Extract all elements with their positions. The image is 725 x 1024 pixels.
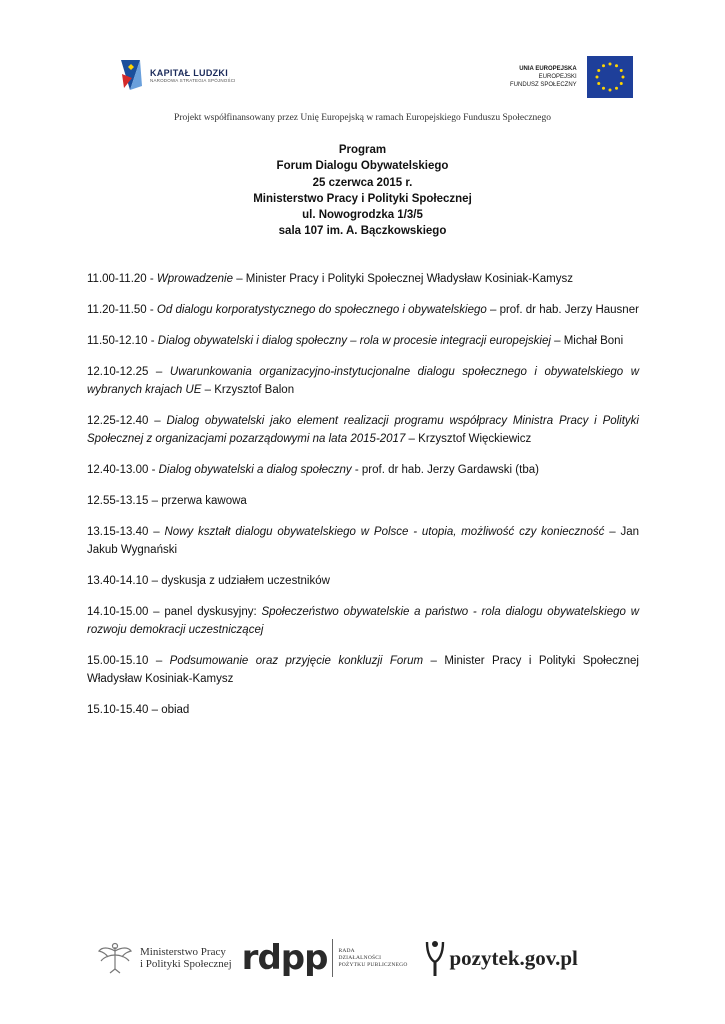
agenda-item — [87, 603, 639, 639]
agenda-item — [87, 270, 639, 288]
agenda-time: 15.10-15.40 — [87, 704, 149, 716]
agenda-time: 13.15-13.40 — [87, 526, 149, 538]
pozytek-logo — [424, 938, 578, 978]
kapital-ludzki-title: KAPITAŁ LUDZKI — [150, 67, 229, 78]
agenda-item — [87, 301, 639, 319]
agenda-time: 12.25-12.40 — [87, 415, 149, 427]
agenda-speaker: dyskusja z udziałem uczestników — [161, 575, 330, 587]
eu-star — [608, 89, 611, 92]
agenda-separator: - — [146, 273, 157, 285]
eu-star — [602, 64, 605, 67]
rdpp-sub3: POŻYTKU PUBLICZNEGO — [338, 961, 408, 968]
agenda-item — [87, 492, 639, 510]
ministry-logo — [96, 941, 232, 975]
ministry-line1: Ministerstwo Pracy — [140, 946, 226, 958]
eagle-icon — [96, 941, 134, 975]
agenda-separator: – — [148, 606, 165, 618]
agenda-separator: – — [148, 366, 170, 378]
cofinance-note: Projekt współfinansowany przez Unię Europejską w ramach Europejskiego Funduszu Społecznego — [174, 113, 551, 123]
footer-logos — [96, 936, 606, 980]
agenda-time: 11.00-11.20 — [87, 273, 147, 285]
program-header — [0, 142, 725, 240]
agenda-separator: - — [146, 304, 157, 316]
agenda-speaker: przerwa kawowa — [161, 495, 247, 507]
agenda-item — [87, 412, 639, 448]
eu-star — [615, 64, 618, 67]
kapital-ludzki-icon — [118, 58, 144, 92]
event-room: sala 107 im. A. Bączkowskiego — [278, 225, 447, 238]
rdpp-sub1: RADA — [338, 947, 355, 954]
eu-flag-icon — [587, 56, 633, 98]
agenda-item — [87, 363, 639, 399]
agenda-title: Dialog obywatelski jako element realizacji programu współpracy Ministra Pracy i Polityki Społecznej z organizacjami pozarządowymi na lata 2015-2017 — [87, 415, 639, 445]
agenda-speaker: – Krzysztof Więckiewicz — [405, 433, 532, 445]
agenda-speaker: – Michał Boni — [550, 335, 624, 347]
rdpp-sub2: DZIAŁALNOŚCI — [338, 954, 382, 961]
agenda-title: Od dialogu korporatystycznego do społecznego i obywatelskiego — [156, 304, 487, 316]
pozytek-url: pozytek.gov.pl — [449, 945, 578, 970]
agenda-time: 12.55-13.15 — [87, 495, 149, 507]
agenda-title: Dialog obywatelski i dialog społeczny – rola w procesie integracji europejskiej — [157, 335, 551, 347]
agenda-time: 14.10-15.00 — [87, 606, 149, 618]
rdpp-divider — [332, 939, 333, 977]
agenda-time: 12.40-13.00 — [87, 464, 149, 476]
agenda-separator: – — [148, 495, 162, 507]
agenda-time: 12.10-12.25 — [87, 366, 149, 378]
agenda-separator: – — [148, 415, 167, 427]
agenda-time: 11.20-11.50 — [87, 304, 147, 316]
eu-star — [597, 82, 600, 85]
agenda-title: Wprowadzenie — [156, 273, 233, 285]
agenda-speaker: – Jan Jakub Wygnański — [87, 526, 640, 556]
eu-star — [595, 76, 598, 79]
agenda-panel-title: Społeczeństwo obywatelskie a państwo - rola dialogu obywatelskiego w rozwoju demokracji uczestniczącej — [87, 606, 639, 636]
agenda-separator: – — [148, 526, 165, 538]
agenda-speaker: obiad — [161, 704, 190, 716]
agenda-title: Nowy kształt dialogu obywatelskiego w Polsce - utopia, możliwość czy konieczność — [164, 526, 605, 538]
agenda-time: 11.50-12.10 — [87, 335, 148, 347]
agenda-item — [87, 572, 639, 590]
agenda-speaker: – Krzysztof Balon — [201, 384, 295, 396]
eu-line2: EUROPEJSKI — [538, 74, 577, 80]
agenda-item — [87, 523, 639, 559]
eu-star — [621, 76, 624, 79]
event-address: ul. Nowogrodzka 1/3/5 — [302, 209, 423, 222]
eu-line3: FUNDUSZ SPOŁECZNY — [510, 82, 577, 88]
agenda-speaker: – Minister Pracy i Polityki Społecznej Władysław Kosiniak-Kamysz — [87, 655, 639, 685]
eu-star — [619, 69, 622, 72]
event-date: 25 czerwca 2015 r. — [312, 176, 413, 189]
agenda-speaker: – Minister Pracy i Polityki Społecznej Władysław Kosiniak-Kamysz — [233, 273, 573, 285]
rdpp-wordmark: rdpp — [241, 938, 328, 978]
ministry-line2: i Polityki Społecznej — [140, 958, 232, 970]
eu-star — [615, 87, 618, 90]
agenda-item — [87, 701, 639, 719]
agenda-item — [87, 652, 639, 688]
eu-line1: UNIA EUROPEJSKA — [519, 66, 577, 72]
event-host: Ministerstwo Pracy i Polityki Społecznej — [253, 192, 472, 205]
agenda-item — [87, 461, 639, 479]
agenda-speaker: panel dyskusyjny: — [164, 606, 262, 618]
program-label: Program — [338, 144, 387, 156]
agenda-title: Podsumowanie oraz przyjęcie konkluzji Forum — [169, 655, 424, 667]
agenda-title: Dialog obywatelski a dialog społeczny — [158, 464, 352, 476]
agenda-separator: - — [148, 464, 159, 476]
eu-star — [619, 82, 622, 85]
eu-logo — [510, 56, 633, 98]
kapital-ludzki-subtitle: NARODOWA STRATEGIA SPÓJNOŚCI — [150, 77, 236, 83]
agenda-speaker: – prof. dr hab. Jerzy Hausner — [486, 304, 639, 316]
agenda-separator: – — [148, 575, 162, 587]
agenda-separator: – — [148, 704, 162, 716]
agenda-separator: - — [147, 335, 158, 347]
agenda-time: 15.00-15.10 — [87, 655, 149, 667]
pozytek-figure-icon — [424, 938, 446, 978]
event-name: Forum Dialogu Obywatelskiego — [276, 160, 449, 173]
eu-star — [602, 87, 605, 90]
agenda-item — [87, 332, 639, 350]
agenda-separator: – — [148, 655, 170, 667]
rdpp-logo — [242, 939, 408, 977]
kapital-ludzki-logo — [118, 58, 236, 92]
agenda-time: 13.40-14.10 — [87, 575, 149, 587]
agenda-title: Uwarunkowania organizacyjno-instytucjonalne dialogu społecznego i obywatelskiego w wybranych krajach UE — [87, 366, 639, 396]
agenda-speaker: - prof. dr hab. Jerzy Gardawski (tba) — [351, 464, 539, 476]
agenda-list — [87, 270, 639, 732]
eu-star — [597, 69, 600, 72]
eu-star — [608, 63, 611, 66]
